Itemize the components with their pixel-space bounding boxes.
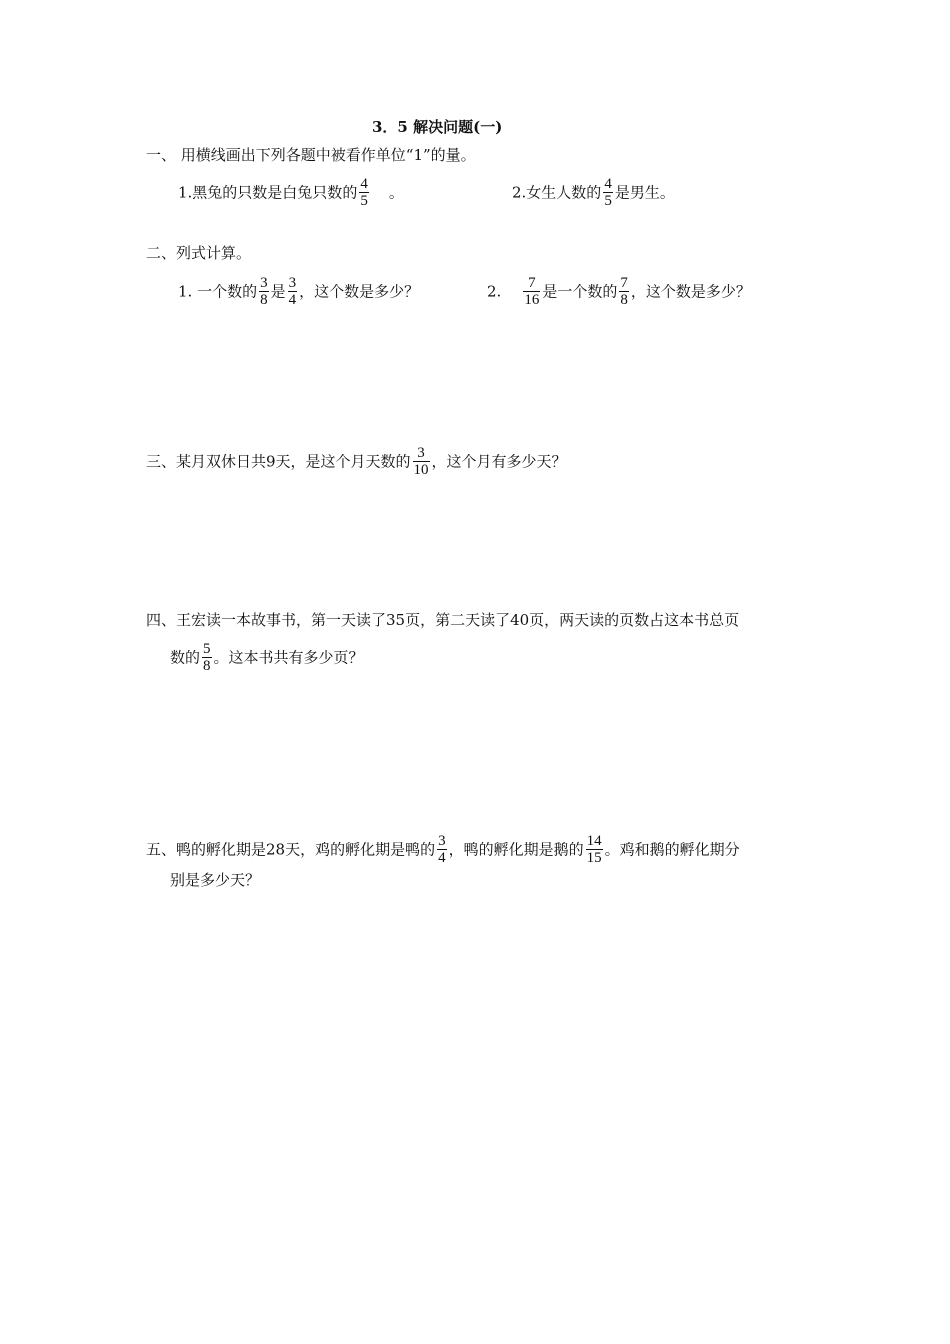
q3-question: 三、某月双休日共9天，是这个月天数的: [146, 452, 411, 471]
fraction-denominator: 16: [524, 292, 540, 308]
q3-tail: ，这个月有多少天？: [431, 452, 567, 471]
fraction-denominator: 15: [586, 850, 602, 866]
q1-item-2-text: 2.女生人数的: [512, 183, 602, 202]
fraction-denominator: 8: [260, 292, 268, 308]
q1-item-1: [178, 177, 404, 210]
q1-item-1-text: 1.黑兔的只数是白兔只数的: [178, 183, 358, 202]
fraction-numerator: 4: [360, 176, 368, 192]
fraction-numerator: 3: [288, 275, 297, 291]
fraction-denominator: 8: [620, 292, 628, 308]
fraction-numerator: 14: [586, 833, 602, 849]
fraction: [523, 275, 540, 308]
fraction-numerator: 7: [523, 275, 540, 292]
fraction-numerator: 3: [260, 275, 268, 291]
q5-line-1: [146, 834, 740, 867]
q5-text-2: ，鸭的孵化期是鹅的: [448, 840, 584, 859]
fraction: [586, 833, 603, 866]
fraction: [619, 275, 629, 308]
q2-item-2-prefix: 2.: [487, 282, 502, 301]
q2-item-1-tail: ，这个数是多少？: [299, 282, 420, 301]
fraction-numerator: 4: [604, 176, 612, 192]
fraction: [603, 176, 613, 209]
fraction-denominator: 8: [203, 658, 211, 674]
fraction: [202, 641, 212, 674]
q5-text-1: 五、鸭的孵化期是28天，鸡的孵化期是鸭的: [146, 840, 436, 859]
q1-item-1-tail: 。: [388, 183, 404, 202]
q4-line-2-prefix: 数的: [170, 648, 201, 667]
fraction-numerator: 3: [413, 445, 430, 462]
fraction-denominator: 10: [413, 462, 429, 478]
q1-item-2-tail: 是男生。: [614, 183, 675, 202]
q2-item-2: [487, 276, 751, 309]
q3-text: [146, 446, 567, 479]
fraction: [359, 176, 369, 209]
page-title: 3．5 解决问题(一): [372, 118, 503, 136]
q5-text-3: 。鸡和鹅的孵化期分: [604, 840, 740, 859]
q2-heading: 二、列式计算。: [146, 244, 252, 262]
q4-line-2: [170, 642, 364, 675]
fraction: [413, 445, 430, 478]
q2-item-2-mid: 是一个数的: [542, 282, 618, 301]
q5-line-2: 别是多少天？: [170, 871, 261, 889]
q4-line-2-tail: 。这本书共有多少页？: [213, 648, 364, 667]
fraction-numerator: 7: [620, 275, 628, 291]
fraction: [288, 275, 298, 308]
q2-item-1: [178, 276, 419, 309]
fraction-denominator: 5: [360, 193, 368, 209]
q4-line-1: 四、王宏读一本故事书，第一天读了35页，第二天读了40页，两天读的页数占这本书总页: [146, 611, 740, 629]
fraction: [437, 833, 447, 866]
fraction-numerator: 5: [203, 641, 211, 657]
q1-item-2: [512, 177, 675, 210]
fraction: [259, 275, 269, 308]
fraction-denominator: 4: [288, 292, 297, 308]
q2-item-2-tail: ，这个数是多少？: [630, 282, 751, 301]
fraction-denominator: 5: [604, 193, 612, 209]
fraction-numerator: 3: [438, 833, 446, 849]
q2-item-1-mid: 是: [270, 282, 286, 301]
q2-item-1-prefix: 1. 一个数的: [178, 282, 258, 301]
fraction-denominator: 4: [438, 850, 446, 866]
q1-heading: 一、 用横线画出下列各题中被看作单位“1”的量。: [146, 146, 476, 164]
